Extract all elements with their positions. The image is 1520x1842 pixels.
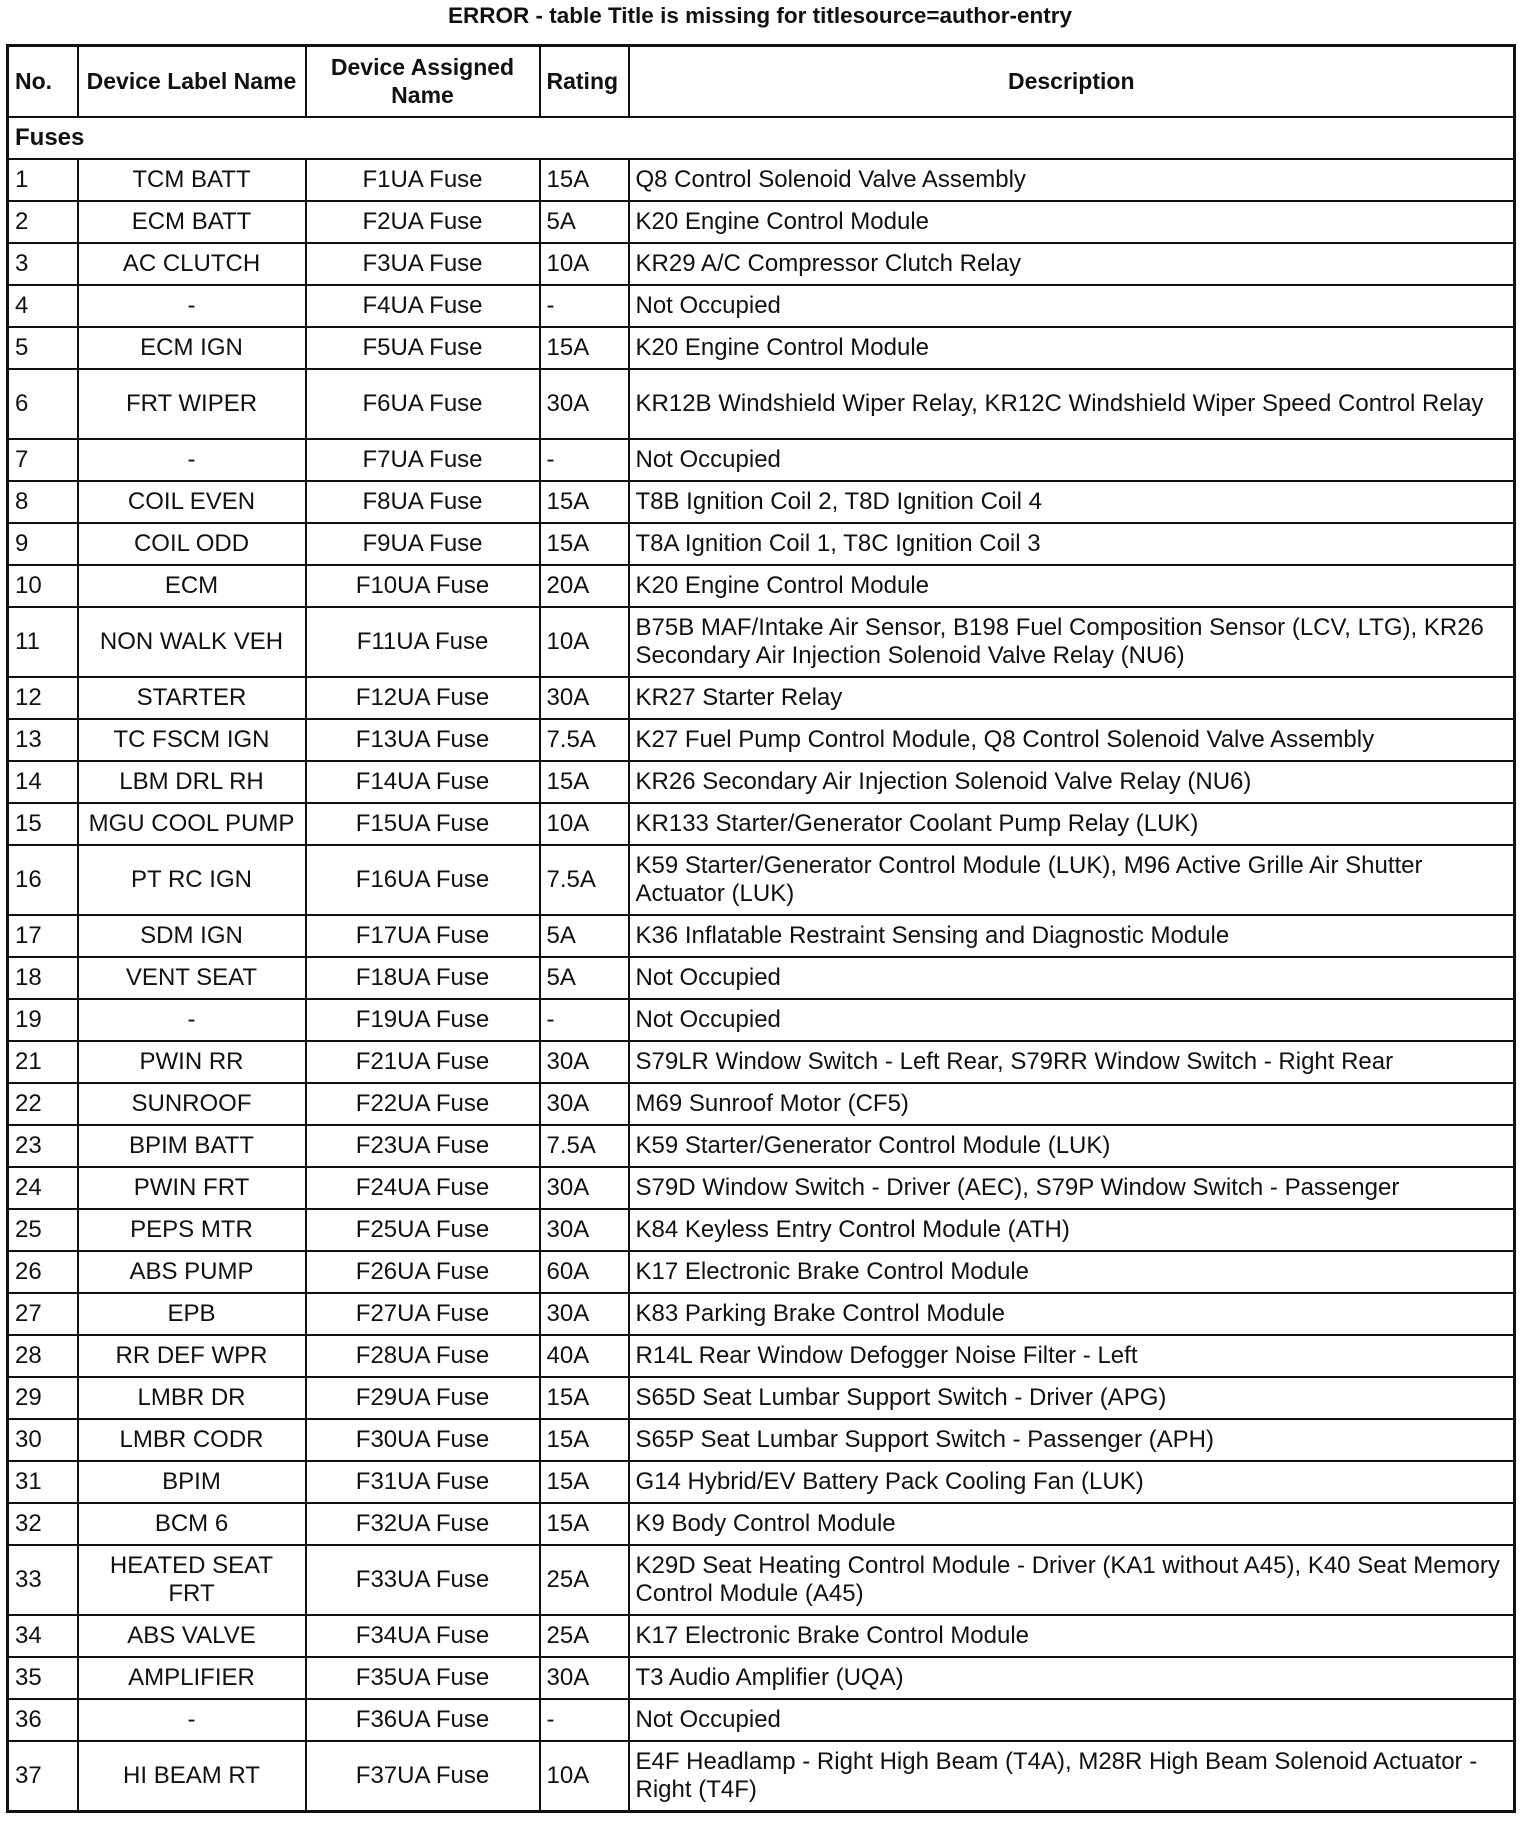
table-row xyxy=(8,439,1515,481)
cell-device-assigned-name: F16UA Fuse xyxy=(306,845,540,915)
cell-no: 28 xyxy=(8,1335,78,1377)
table-row xyxy=(8,1503,1515,1545)
table-body xyxy=(8,117,1515,1812)
cell-device-label-name: LMBR CODR xyxy=(78,1419,306,1461)
cell-no: 3 xyxy=(8,243,78,285)
header-device-assigned-name: Device Assigned Name xyxy=(306,46,540,117)
table-row xyxy=(8,607,1515,677)
cell-rating: 30A xyxy=(540,1083,629,1125)
cell-no: 10 xyxy=(8,565,78,607)
cell-device-assigned-name: F4UA Fuse xyxy=(306,285,540,327)
table-row xyxy=(8,1167,1515,1209)
table-row xyxy=(8,1209,1515,1251)
cell-description: K29D Seat Heating Control Module - Driver (KA1 without A45), K40 Seat Memory Control Module (A45) xyxy=(629,1545,1515,1615)
cell-device-label-name: FRT WIPER xyxy=(78,369,306,439)
cell-device-label-name: ABS VALVE xyxy=(78,1615,306,1657)
cell-rating: 30A xyxy=(540,1209,629,1251)
cell-rating: 15A xyxy=(540,1419,629,1461)
cell-rating: 15A xyxy=(540,1503,629,1545)
cell-device-label-name: NON WALK VEH xyxy=(78,607,306,677)
cell-rating: - xyxy=(540,439,629,481)
cell-device-assigned-name: F19UA Fuse xyxy=(306,999,540,1041)
cell-no: 29 xyxy=(8,1377,78,1419)
cell-rating: 15A xyxy=(540,327,629,369)
cell-description: Not Occupied xyxy=(629,957,1515,999)
cell-rating: 15A xyxy=(540,761,629,803)
cell-device-assigned-name: F7UA Fuse xyxy=(306,439,540,481)
cell-device-label-name: ECM IGN xyxy=(78,327,306,369)
cell-rating: 10A xyxy=(540,803,629,845)
cell-description: KR29 A/C Compressor Clutch Relay xyxy=(629,243,1515,285)
table-row xyxy=(8,845,1515,915)
cell-device-assigned-name: F10UA Fuse xyxy=(306,565,540,607)
cell-no: 22 xyxy=(8,1083,78,1125)
cell-rating: - xyxy=(540,285,629,327)
cell-rating: 60A xyxy=(540,1251,629,1293)
cell-device-label-name: ABS PUMP xyxy=(78,1251,306,1293)
cell-rating: - xyxy=(540,999,629,1041)
cell-device-label-name: SUNROOF xyxy=(78,1083,306,1125)
cell-device-label-name: PWIN RR xyxy=(78,1041,306,1083)
cell-description: B75B MAF/Intake Air Sensor, B198 Fuel Composition Sensor (LCV, LTG), KR26 Secondary Air Injection Solenoid Valve Relay (NU6) xyxy=(629,607,1515,677)
cell-description: G14 Hybrid/EV Battery Pack Cooling Fan (LUK) xyxy=(629,1461,1515,1503)
cell-device-label-name: HEATED SEAT FRT xyxy=(78,1545,306,1615)
cell-rating: 10A xyxy=(540,1741,629,1812)
cell-device-label-name: PT RC IGN xyxy=(78,845,306,915)
cell-rating: 15A xyxy=(540,481,629,523)
table-row xyxy=(8,999,1515,1041)
cell-device-assigned-name: F1UA Fuse xyxy=(306,159,540,201)
cell-device-label-name: STARTER xyxy=(78,677,306,719)
cell-description: S65P Seat Lumbar Support Switch - Passenger (APH) xyxy=(629,1419,1515,1461)
cell-device-assigned-name: F30UA Fuse xyxy=(306,1419,540,1461)
cell-device-label-name: COIL EVEN xyxy=(78,481,306,523)
table-row xyxy=(8,481,1515,523)
table-row xyxy=(8,719,1515,761)
cell-rating: 20A xyxy=(540,565,629,607)
cell-no: 36 xyxy=(8,1699,78,1741)
cell-rating: 10A xyxy=(540,607,629,677)
cell-no: 1 xyxy=(8,159,78,201)
cell-device-label-name: AMPLIFIER xyxy=(78,1657,306,1699)
cell-no: 9 xyxy=(8,523,78,565)
cell-no: 16 xyxy=(8,845,78,915)
cell-description: T8A Ignition Coil 1, T8C Ignition Coil 3 xyxy=(629,523,1515,565)
cell-rating: 15A xyxy=(540,523,629,565)
cell-device-assigned-name: F35UA Fuse xyxy=(306,1657,540,1699)
table-row xyxy=(8,201,1515,243)
cell-no: 25 xyxy=(8,1209,78,1251)
cell-no: 11 xyxy=(8,607,78,677)
cell-description: R14L Rear Window Defogger Noise Filter - Left xyxy=(629,1335,1515,1377)
cell-device-assigned-name: F22UA Fuse xyxy=(306,1083,540,1125)
header-no: No. xyxy=(8,46,78,117)
cell-no: 31 xyxy=(8,1461,78,1503)
table-row xyxy=(8,677,1515,719)
cell-rating: 7.5A xyxy=(540,845,629,915)
cell-rating: 30A xyxy=(540,1041,629,1083)
cell-device-label-name: LMBR DR xyxy=(78,1377,306,1419)
cell-rating: 15A xyxy=(540,1461,629,1503)
table-row xyxy=(8,915,1515,957)
cell-device-assigned-name: F5UA Fuse xyxy=(306,327,540,369)
table-row xyxy=(8,1251,1515,1293)
cell-device-assigned-name: F25UA Fuse xyxy=(306,1209,540,1251)
fuse-table xyxy=(6,44,1516,1813)
cell-description: K20 Engine Control Module xyxy=(629,565,1515,607)
cell-device-assigned-name: F6UA Fuse xyxy=(306,369,540,439)
cell-no: 24 xyxy=(8,1167,78,1209)
cell-no: 23 xyxy=(8,1125,78,1167)
cell-no: 14 xyxy=(8,761,78,803)
cell-description: K27 Fuel Pump Control Module, Q8 Control Solenoid Valve Assembly xyxy=(629,719,1515,761)
cell-description: S79D Window Switch - Driver (AEC), S79P Window Switch - Passenger xyxy=(629,1167,1515,1209)
cell-device-assigned-name: F34UA Fuse xyxy=(306,1615,540,1657)
cell-device-assigned-name: F24UA Fuse xyxy=(306,1167,540,1209)
cell-device-label-name: ECM BATT xyxy=(78,201,306,243)
table-row xyxy=(8,1699,1515,1741)
cell-no: 30 xyxy=(8,1419,78,1461)
cell-device-assigned-name: F37UA Fuse xyxy=(306,1741,540,1812)
cell-device-label-name: EPB xyxy=(78,1293,306,1335)
cell-no: 35 xyxy=(8,1657,78,1699)
cell-device-label-name: TCM BATT xyxy=(78,159,306,201)
cell-no: 5 xyxy=(8,327,78,369)
table-row xyxy=(8,1335,1515,1377)
cell-rating: 30A xyxy=(540,1167,629,1209)
cell-device-label-name: BCM 6 xyxy=(78,1503,306,1545)
cell-description: M69 Sunroof Motor (CF5) xyxy=(629,1083,1515,1125)
cell-no: 19 xyxy=(8,999,78,1041)
table-row xyxy=(8,327,1515,369)
cell-device-label-name: - xyxy=(78,439,306,481)
table-row xyxy=(8,1377,1515,1419)
cell-no: 8 xyxy=(8,481,78,523)
cell-description: K84 Keyless Entry Control Module (ATH) xyxy=(629,1209,1515,1251)
cell-no: 15 xyxy=(8,803,78,845)
cell-no: 13 xyxy=(8,719,78,761)
cell-no: 37 xyxy=(8,1741,78,1812)
cell-description: Not Occupied xyxy=(629,439,1515,481)
cell-rating: 25A xyxy=(540,1615,629,1657)
cell-description: K59 Starter/Generator Control Module (LUK) xyxy=(629,1125,1515,1167)
cell-no: 26 xyxy=(8,1251,78,1293)
table-row xyxy=(8,1461,1515,1503)
cell-rating: 30A xyxy=(540,369,629,439)
header-description: Description xyxy=(629,46,1515,117)
cell-device-assigned-name: F21UA Fuse xyxy=(306,1041,540,1083)
cell-description: Not Occupied xyxy=(629,285,1515,327)
cell-description: K20 Engine Control Module xyxy=(629,327,1515,369)
cell-device-assigned-name: F23UA Fuse xyxy=(306,1125,540,1167)
section-label: Fuses xyxy=(8,117,1515,159)
cell-description: K17 Electronic Brake Control Module xyxy=(629,1615,1515,1657)
cell-device-assigned-name: F3UA Fuse xyxy=(306,243,540,285)
cell-device-assigned-name: F13UA Fuse xyxy=(306,719,540,761)
table-row xyxy=(8,761,1515,803)
cell-device-assigned-name: F36UA Fuse xyxy=(306,1699,540,1741)
cell-description: Not Occupied xyxy=(629,999,1515,1041)
cell-rating: 25A xyxy=(540,1545,629,1615)
cell-description: K9 Body Control Module xyxy=(629,1503,1515,1545)
cell-description: K59 Starter/Generator Control Module (LUK), M96 Active Grille Air Shutter Actuator (LUK) xyxy=(629,845,1515,915)
cell-no: 27 xyxy=(8,1293,78,1335)
cell-description: K17 Electronic Brake Control Module xyxy=(629,1251,1515,1293)
cell-description: E4F Headlamp - Right High Beam (T4A), M28R High Beam Solenoid Actuator - Right (T4F) xyxy=(629,1741,1515,1812)
cell-device-label-name: ECM xyxy=(78,565,306,607)
cell-device-assigned-name: F32UA Fuse xyxy=(306,1503,540,1545)
cell-rating: 40A xyxy=(540,1335,629,1377)
section-row xyxy=(8,117,1515,159)
cell-device-assigned-name: F27UA Fuse xyxy=(306,1293,540,1335)
cell-device-assigned-name: F9UA Fuse xyxy=(306,523,540,565)
table-row xyxy=(8,1293,1515,1335)
cell-device-label-name: COIL ODD xyxy=(78,523,306,565)
cell-device-label-name: - xyxy=(78,999,306,1041)
cell-no: 21 xyxy=(8,1041,78,1083)
table-header-row xyxy=(8,46,1515,117)
cell-no: 4 xyxy=(8,285,78,327)
cell-device-assigned-name: F31UA Fuse xyxy=(306,1461,540,1503)
cell-device-assigned-name: F2UA Fuse xyxy=(306,201,540,243)
cell-rating: 5A xyxy=(540,201,629,243)
cell-description: Not Occupied xyxy=(629,1699,1515,1741)
cell-rating: 5A xyxy=(540,957,629,999)
cell-device-assigned-name: F15UA Fuse xyxy=(306,803,540,845)
table-row xyxy=(8,1419,1515,1461)
cell-device-label-name: TC FSCM IGN xyxy=(78,719,306,761)
cell-device-assigned-name: F33UA Fuse xyxy=(306,1545,540,1615)
cell-device-label-name: VENT SEAT xyxy=(78,957,306,999)
cell-device-label-name: LBM DRL RH xyxy=(78,761,306,803)
table-row xyxy=(8,1083,1515,1125)
cell-device-label-name: RR DEF WPR xyxy=(78,1335,306,1377)
cell-description: Q8 Control Solenoid Valve Assembly xyxy=(629,159,1515,201)
table-row xyxy=(8,957,1515,999)
table-row xyxy=(8,243,1515,285)
cell-device-label-name: PEPS MTR xyxy=(78,1209,306,1251)
table-row xyxy=(8,285,1515,327)
cell-description: KR26 Secondary Air Injection Solenoid Valve Relay (NU6) xyxy=(629,761,1515,803)
cell-rating: 7.5A xyxy=(540,1125,629,1167)
cell-device-assigned-name: F18UA Fuse xyxy=(306,957,540,999)
cell-no: 17 xyxy=(8,915,78,957)
cell-device-label-name: - xyxy=(78,1699,306,1741)
page-title: ERROR - table Title is missing for titlesource=author-entry xyxy=(447,3,1073,28)
table-row xyxy=(8,1615,1515,1657)
cell-device-label-name: AC CLUTCH xyxy=(78,243,306,285)
cell-device-assigned-name: F28UA Fuse xyxy=(306,1335,540,1377)
cell-device-assigned-name: F11UA Fuse xyxy=(306,607,540,677)
table-row xyxy=(8,1741,1515,1812)
cell-rating: 30A xyxy=(540,677,629,719)
header-device-label-name: Device Label Name xyxy=(78,46,306,117)
cell-device-assigned-name: F17UA Fuse xyxy=(306,915,540,957)
cell-device-assigned-name: F8UA Fuse xyxy=(306,481,540,523)
table-row xyxy=(8,523,1515,565)
cell-description: T8B Ignition Coil 2, T8D Ignition Coil 4 xyxy=(629,481,1515,523)
table-row xyxy=(8,803,1515,845)
cell-rating: 10A xyxy=(540,243,629,285)
cell-description: T3 Audio Amplifier (UQA) xyxy=(629,1657,1515,1699)
cell-no: 7 xyxy=(8,439,78,481)
cell-device-label-name: SDM IGN xyxy=(78,915,306,957)
cell-no: 32 xyxy=(8,1503,78,1545)
cell-rating: 15A xyxy=(540,1377,629,1419)
table-row xyxy=(8,159,1515,201)
cell-device-label-name: HI BEAM RT xyxy=(78,1741,306,1812)
cell-device-assigned-name: F26UA Fuse xyxy=(306,1251,540,1293)
cell-device-label-name: BPIM BATT xyxy=(78,1125,306,1167)
cell-description: K36 Inflatable Restraint Sensing and Diagnostic Module xyxy=(629,915,1515,957)
header-rating: Rating xyxy=(540,46,629,117)
cell-no: 12 xyxy=(8,677,78,719)
cell-description: KR12B Windshield Wiper Relay, KR12C Windshield Wiper Speed Control Relay xyxy=(629,369,1515,439)
cell-device-assigned-name: F29UA Fuse xyxy=(306,1377,540,1419)
table-row xyxy=(8,1545,1515,1615)
table-row xyxy=(8,1041,1515,1083)
cell-description: K20 Engine Control Module xyxy=(629,201,1515,243)
table-row xyxy=(8,565,1515,607)
cell-description: KR27 Starter Relay xyxy=(629,677,1515,719)
cell-rating: 30A xyxy=(540,1293,629,1335)
cell-no: 6 xyxy=(8,369,78,439)
cell-no: 18 xyxy=(8,957,78,999)
cell-rating: - xyxy=(540,1699,629,1741)
cell-no: 2 xyxy=(8,201,78,243)
cell-device-label-name: - xyxy=(78,285,306,327)
cell-device-label-name: MGU COOL PUMP xyxy=(78,803,306,845)
cell-rating: 5A xyxy=(540,915,629,957)
table-row xyxy=(8,1657,1515,1699)
cell-no: 33 xyxy=(8,1545,78,1615)
table-row xyxy=(8,369,1515,439)
cell-description: K83 Parking Brake Control Module xyxy=(629,1293,1515,1335)
cell-description: KR133 Starter/Generator Coolant Pump Relay (LUK) xyxy=(629,803,1515,845)
table-row xyxy=(8,1125,1515,1167)
cell-rating: 7.5A xyxy=(540,719,629,761)
cell-device-assigned-name: F12UA Fuse xyxy=(306,677,540,719)
cell-description: S65D Seat Lumbar Support Switch - Driver (APG) xyxy=(629,1377,1515,1419)
cell-device-label-name: BPIM xyxy=(78,1461,306,1503)
cell-no: 34 xyxy=(8,1615,78,1657)
cell-device-assigned-name: F14UA Fuse xyxy=(306,761,540,803)
cell-description: S79LR Window Switch - Left Rear, S79RR Window Switch - Right Rear xyxy=(629,1041,1515,1083)
cell-rating: 30A xyxy=(540,1657,629,1699)
cell-rating: 15A xyxy=(540,159,629,201)
cell-device-label-name: PWIN FRT xyxy=(78,1167,306,1209)
